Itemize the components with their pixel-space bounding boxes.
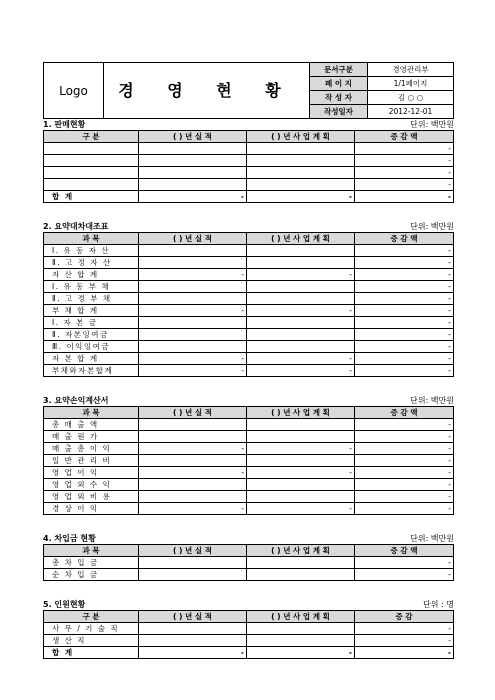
column-header: 증 감 액 <box>355 131 454 143</box>
section-title: 1. 판매현황 <box>43 120 86 129</box>
value-cell[interactable]: - <box>355 365 454 377</box>
value-cell[interactable]: - <box>139 365 247 377</box>
column-header: ( ) 년 사 업 계 획 <box>247 407 355 419</box>
meta-value: 2012-12-01 <box>368 105 454 119</box>
row-label: 부 채 합 계 <box>44 305 139 317</box>
table-row <box>44 341 454 353</box>
meta-value: 경영관리부 <box>368 63 454 77</box>
row-label: Ⅱ. 자본잉여금 <box>44 329 139 341</box>
value-cell[interactable] <box>247 155 355 167</box>
value-cell[interactable]: - <box>247 443 355 455</box>
value-cell[interactable]: - <box>355 317 454 329</box>
row-label: 자 본 합 계 <box>44 353 139 365</box>
value-cell[interactable]: - <box>355 419 454 431</box>
table-row <box>44 635 454 647</box>
table-row <box>44 647 454 659</box>
table-row <box>44 467 454 479</box>
column-header: 과 목 <box>44 407 139 419</box>
value-cell[interactable] <box>247 569 355 581</box>
column-header: ( ) 년 실 적 <box>139 611 247 623</box>
row-label: Ⅲ. 이익잉여금 <box>44 341 139 353</box>
value-cell[interactable]: - <box>355 455 454 467</box>
table-row <box>44 431 454 443</box>
column-header: ( ) 년 실 적 <box>139 545 247 557</box>
column-header: 과 목 <box>44 545 139 557</box>
section-table <box>43 130 454 203</box>
section-unit: 단위: 백만원 <box>410 120 454 129</box>
row-label: Ⅰ. 유 동 자 산 <box>44 245 139 257</box>
value-cell[interactable] <box>139 491 247 503</box>
table-row <box>44 455 454 467</box>
row-label <box>44 167 139 179</box>
column-header: ( ) 년 사 업 계 획 <box>247 611 355 623</box>
section-title: 4. 차입금 현황 <box>43 534 96 543</box>
table-row <box>44 317 454 329</box>
value-cell[interactable] <box>139 245 247 257</box>
row-label: Ⅱ. 고 정 부 채 <box>44 293 139 305</box>
value-cell[interactable] <box>139 431 247 443</box>
column-header: 구 분 <box>44 611 139 623</box>
value-cell[interactable] <box>247 623 355 635</box>
row-label: 경 상 이 익 <box>44 503 139 515</box>
section-unit: 단위: 백만원 <box>410 222 454 231</box>
column-header: ( ) 년 사 업 계 획 <box>247 131 355 143</box>
document-title: 경 영 현 황 <box>104 63 310 119</box>
table-row <box>44 269 454 281</box>
row-label: 총 차 입 금 <box>44 557 139 569</box>
value-cell[interactable] <box>247 557 355 569</box>
value-cell[interactable]: - <box>139 467 247 479</box>
value-cell[interactable] <box>139 143 247 155</box>
meta-value: 1/1페이지 <box>368 77 454 91</box>
section-table <box>43 610 454 659</box>
value-cell[interactable]: - <box>355 647 454 659</box>
column-header: ( ) 년 사 업 계 획 <box>247 233 355 245</box>
row-label: Ⅰ. 자 본 금 <box>44 317 139 329</box>
value-cell[interactable]: - <box>355 191 454 203</box>
value-cell[interactable]: - <box>247 647 355 659</box>
meta-value: 김 ○ ○ <box>368 91 454 105</box>
value-cell[interactable] <box>139 329 247 341</box>
table-row <box>44 191 454 203</box>
section-table <box>43 544 454 581</box>
value-cell[interactable]: - <box>355 557 454 569</box>
section-table <box>43 232 454 377</box>
value-cell[interactable] <box>247 635 355 647</box>
row-label <box>44 179 139 191</box>
table-row <box>44 365 454 377</box>
section-title: 3. 요약손익계산서 <box>43 396 109 405</box>
column-header: 증 감 액 <box>355 407 454 419</box>
value-cell[interactable] <box>139 557 247 569</box>
table-row <box>44 179 454 191</box>
value-cell[interactable] <box>139 293 247 305</box>
table-row <box>44 443 454 455</box>
table-row <box>44 143 454 155</box>
table-row <box>44 419 454 431</box>
value-cell[interactable]: - <box>355 623 454 635</box>
value-cell[interactable]: - <box>355 257 454 269</box>
column-header: ( ) 년 실 적 <box>139 407 247 419</box>
column-header: 과 목 <box>44 233 139 245</box>
column-header: ( ) 년 실 적 <box>139 233 247 245</box>
value-cell[interactable]: - <box>355 245 454 257</box>
section-header <box>43 119 454 130</box>
value-cell[interactable] <box>247 179 355 191</box>
value-cell[interactable]: - <box>355 443 454 455</box>
row-label: 순 차 입 금 <box>44 569 139 581</box>
section-spacer <box>43 377 454 395</box>
value-cell[interactable] <box>139 281 247 293</box>
section-header <box>43 599 454 610</box>
value-cell[interactable]: - <box>355 143 454 155</box>
table-row <box>44 281 454 293</box>
value-cell[interactable]: - <box>247 353 355 365</box>
value-cell[interactable]: - <box>139 269 247 281</box>
section-title: 2. 요약대차대조표 <box>43 222 109 231</box>
value-cell[interactable] <box>139 179 247 191</box>
table-row <box>44 155 454 167</box>
column-header: ( ) 년 실 적 <box>139 131 247 143</box>
row-label: 부채와자본합계 <box>44 365 139 377</box>
value-cell[interactable] <box>247 419 355 431</box>
section-spacer <box>43 515 454 533</box>
value-cell[interactable]: - <box>355 281 454 293</box>
value-cell[interactable]: - <box>355 635 454 647</box>
column-header: ( ) 년 사 업 계 획 <box>247 545 355 557</box>
table-row <box>44 257 454 269</box>
value-cell[interactable]: - <box>247 467 355 479</box>
value-cell[interactable] <box>139 635 247 647</box>
value-cell[interactable]: - <box>355 167 454 179</box>
column-header: 증 감 액 <box>355 545 454 557</box>
value-cell[interactable]: - <box>247 503 355 515</box>
table-row <box>44 353 454 365</box>
table-row <box>44 557 454 569</box>
row-label: 사 무 / 기 술 직 <box>44 623 139 635</box>
row-label: 매 출 총 이 익 <box>44 443 139 455</box>
section-unit: 단위 : 명 <box>423 600 454 609</box>
value-cell[interactable] <box>139 155 247 167</box>
section-unit: 단위: 백만원 <box>410 396 454 405</box>
value-cell[interactable]: - <box>247 365 355 377</box>
row-label: 영 업 외 수 익 <box>44 479 139 491</box>
value-cell[interactable]: - <box>247 269 355 281</box>
value-cell[interactable] <box>247 293 355 305</box>
table-row <box>44 479 454 491</box>
value-cell[interactable] <box>247 257 355 269</box>
value-cell[interactable]: - <box>247 191 355 203</box>
table-row <box>44 503 454 515</box>
logo: Logo <box>44 63 104 119</box>
row-label: 일 반 관 리 비 <box>44 455 139 467</box>
value-cell[interactable] <box>247 479 355 491</box>
value-cell[interactable]: - <box>139 443 247 455</box>
value-cell[interactable]: - <box>355 293 454 305</box>
row-label: Ⅰ. 유 동 부 채 <box>44 281 139 293</box>
row-label <box>44 155 139 167</box>
value-cell[interactable] <box>247 329 355 341</box>
value-cell[interactable] <box>139 623 247 635</box>
value-cell[interactable] <box>247 245 355 257</box>
row-label: 영 업 이 익 <box>44 467 139 479</box>
row-label: 자 산 합 계 <box>44 269 139 281</box>
row-label: Ⅱ. 고 정 자 산 <box>44 257 139 269</box>
value-cell[interactable]: - <box>355 179 454 191</box>
table-row <box>44 491 454 503</box>
section-title: 5. 인원현황 <box>43 600 86 609</box>
document-page <box>43 62 454 659</box>
table-row <box>44 329 454 341</box>
meta-label: 작성일자 <box>310 105 368 119</box>
value-cell[interactable]: - <box>355 353 454 365</box>
value-cell[interactable] <box>247 167 355 179</box>
section-unit: 단위: 백만원 <box>410 534 454 543</box>
column-header: 증 감 <box>355 611 454 623</box>
value-cell[interactable]: - <box>355 431 454 443</box>
row-label: 합 계 <box>44 647 139 659</box>
value-cell[interactable]: - <box>355 329 454 341</box>
column-header: 구 분 <box>44 131 139 143</box>
value-cell[interactable]: - <box>355 479 454 491</box>
value-cell[interactable]: - <box>355 467 454 479</box>
value-cell[interactable] <box>139 569 247 581</box>
row-label <box>44 143 139 155</box>
value-cell[interactable] <box>247 455 355 467</box>
value-cell[interactable] <box>247 143 355 155</box>
value-cell[interactable] <box>139 317 247 329</box>
value-cell[interactable] <box>139 257 247 269</box>
meta-label: 작 성 자 <box>310 91 368 105</box>
value-cell[interactable] <box>139 341 247 353</box>
row-label: 합 계 <box>44 191 139 203</box>
value-cell[interactable]: - <box>355 341 454 353</box>
section-header <box>43 221 454 232</box>
row-label: 영 업 외 비 용 <box>44 491 139 503</box>
value-cell[interactable]: - <box>355 269 454 281</box>
table-row <box>44 623 454 635</box>
value-cell[interactable] <box>247 341 355 353</box>
table-row <box>44 293 454 305</box>
meta-label: 페 이 지 <box>310 77 368 91</box>
value-cell[interactable] <box>139 419 247 431</box>
column-header: 증 감 액 <box>355 233 454 245</box>
value-cell[interactable]: - <box>355 491 454 503</box>
section-header <box>43 533 454 544</box>
value-cell[interactable] <box>139 455 247 467</box>
section-table <box>43 406 454 515</box>
value-cell[interactable] <box>247 317 355 329</box>
document-header <box>43 62 454 119</box>
value-cell[interactable]: - <box>355 155 454 167</box>
row-label: 생 산 직 <box>44 635 139 647</box>
section-spacer <box>43 581 454 599</box>
value-cell[interactable]: - <box>139 191 247 203</box>
table-row <box>44 167 454 179</box>
row-label: 총 매 출 액 <box>44 419 139 431</box>
meta-label: 문서구분 <box>310 63 368 77</box>
section-spacer <box>43 203 454 221</box>
value-cell[interactable]: - <box>139 305 247 317</box>
value-cell[interactable]: - <box>355 569 454 581</box>
value-cell[interactable]: - <box>355 503 454 515</box>
table-row <box>44 569 454 581</box>
value-cell[interactable]: - <box>139 353 247 365</box>
table-row <box>44 245 454 257</box>
value-cell[interactable]: - <box>355 305 454 317</box>
value-cell[interactable]: - <box>139 647 247 659</box>
section-header <box>43 395 454 406</box>
value-cell[interactable]: - <box>247 305 355 317</box>
value-cell[interactable] <box>247 431 355 443</box>
value-cell[interactable] <box>139 479 247 491</box>
value-cell[interactable] <box>247 491 355 503</box>
row-label: 매 출 원 가 <box>44 431 139 443</box>
value-cell[interactable] <box>247 281 355 293</box>
value-cell[interactable] <box>139 167 247 179</box>
table-row <box>44 305 454 317</box>
value-cell[interactable]: - <box>139 503 247 515</box>
